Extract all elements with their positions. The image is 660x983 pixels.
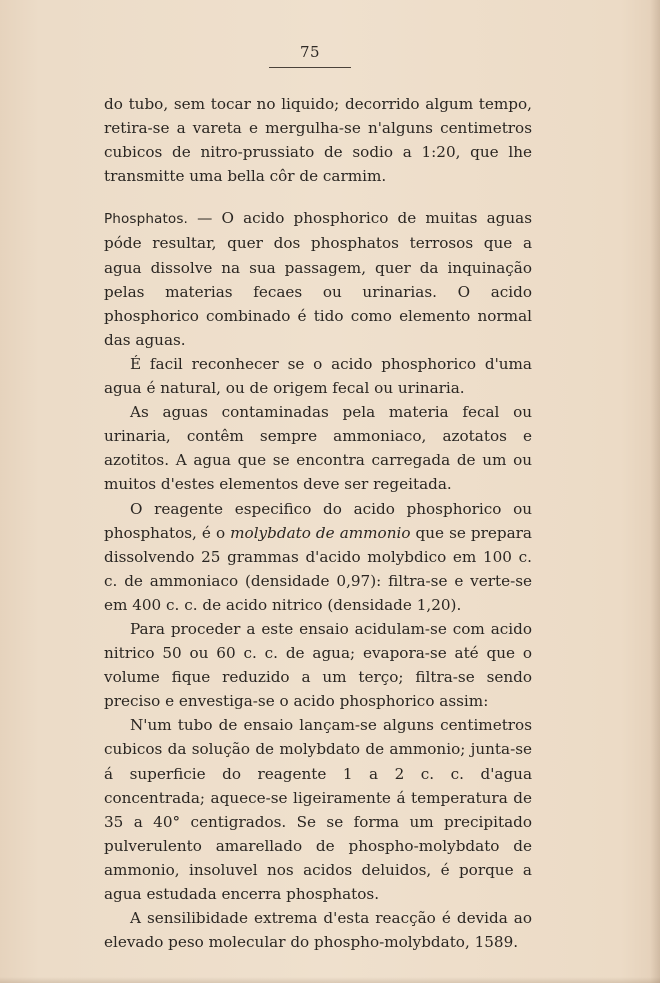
page-edge-shadow [650,0,660,983]
paragraph-3: É facil reconhecer se o acido phosphorico d'uma agua é natural, ou de origem fecal ou urinaria. [104,354,532,398]
paragraph-4: As aguas contaminadas pela materia fecal ou urinaria, contêm sempre ammoniaco, azotatos e azotitos. A agua que se encontra carregada de um ou muitos d'estes elementos deve ser regeitada. [104,403,532,494]
paragraph-7: N'um tubo de ensaio lançam-se alguns centimetros cubicos da solução de molybdato de ammonio; junta-se á superficie do reagente 1 a 2 c. c. d'agua concentrada; aquece-se ligeiramente á temperatura de 35 a 40° centigrados. Se se forma um precipitado pulverulento amarellado de phospho-molybdato de ammonio, insoluvel nos acidos deluidos, é porque a agua estudada encerra phosphatos. [104,716,532,903]
paragraph-1: do tubo, sem tocar no liquido; decorrido algum tempo, retira-se a vareta e mergulha-se n'alguns centimetros cubicos de nitro-prussiato de sodio a 1:20, que lhe transmitte uma bella côr de carmim. [104,95,532,186]
reagent-name: molybdato de ammonio [230,523,411,542]
section-heading-phosphatos: Phosphatos. [104,211,188,228]
paragraph-phosphatos [104,206,532,352]
paragraph-6: Para proceder a este ensaio acidulam-se com acido nitrico 50 ou 60 c. c. de agua; evapora-se até que o volume fique reduzido a um terço; filtra-se sendo preciso e envestiga-se o acido phosphorico assim: [104,619,532,711]
paragraph-5-part-a: O reagente especifico do acido phosphorico ou phosphatos, é o [104,499,532,542]
paragraph-5 [104,497,532,617]
header-rule [269,67,351,68]
paragraph-5-part-b: que se prepara dissolvendo 25 grammas d'acido molybdico em 100 c. c. de ammoniaco (densidade 0,97): filtra-se e verte-se em 400 c. c. de acido nitrico (densidade 1,20). [104,523,532,614]
paragraph-phosphatos-body: — O acido phosphorico de muitas aguas póde resultar, quer dos phosphatos terrosos que a agua dissolve na sua passagem, quer da inquinação pelas materias fecaes ou urinarias. O acido phosphorico combinado é tido como elemento normal das aguas. [104,209,532,349]
body-text [104,92,532,954]
page-number: 75 [299,43,321,61]
paragraph-8: A sensilibidade extrema d'esta reacção é devida ao elevado peso molecular do phospho-molybdato, 1589. [104,909,532,952]
page-bottom-shadow [0,977,660,983]
